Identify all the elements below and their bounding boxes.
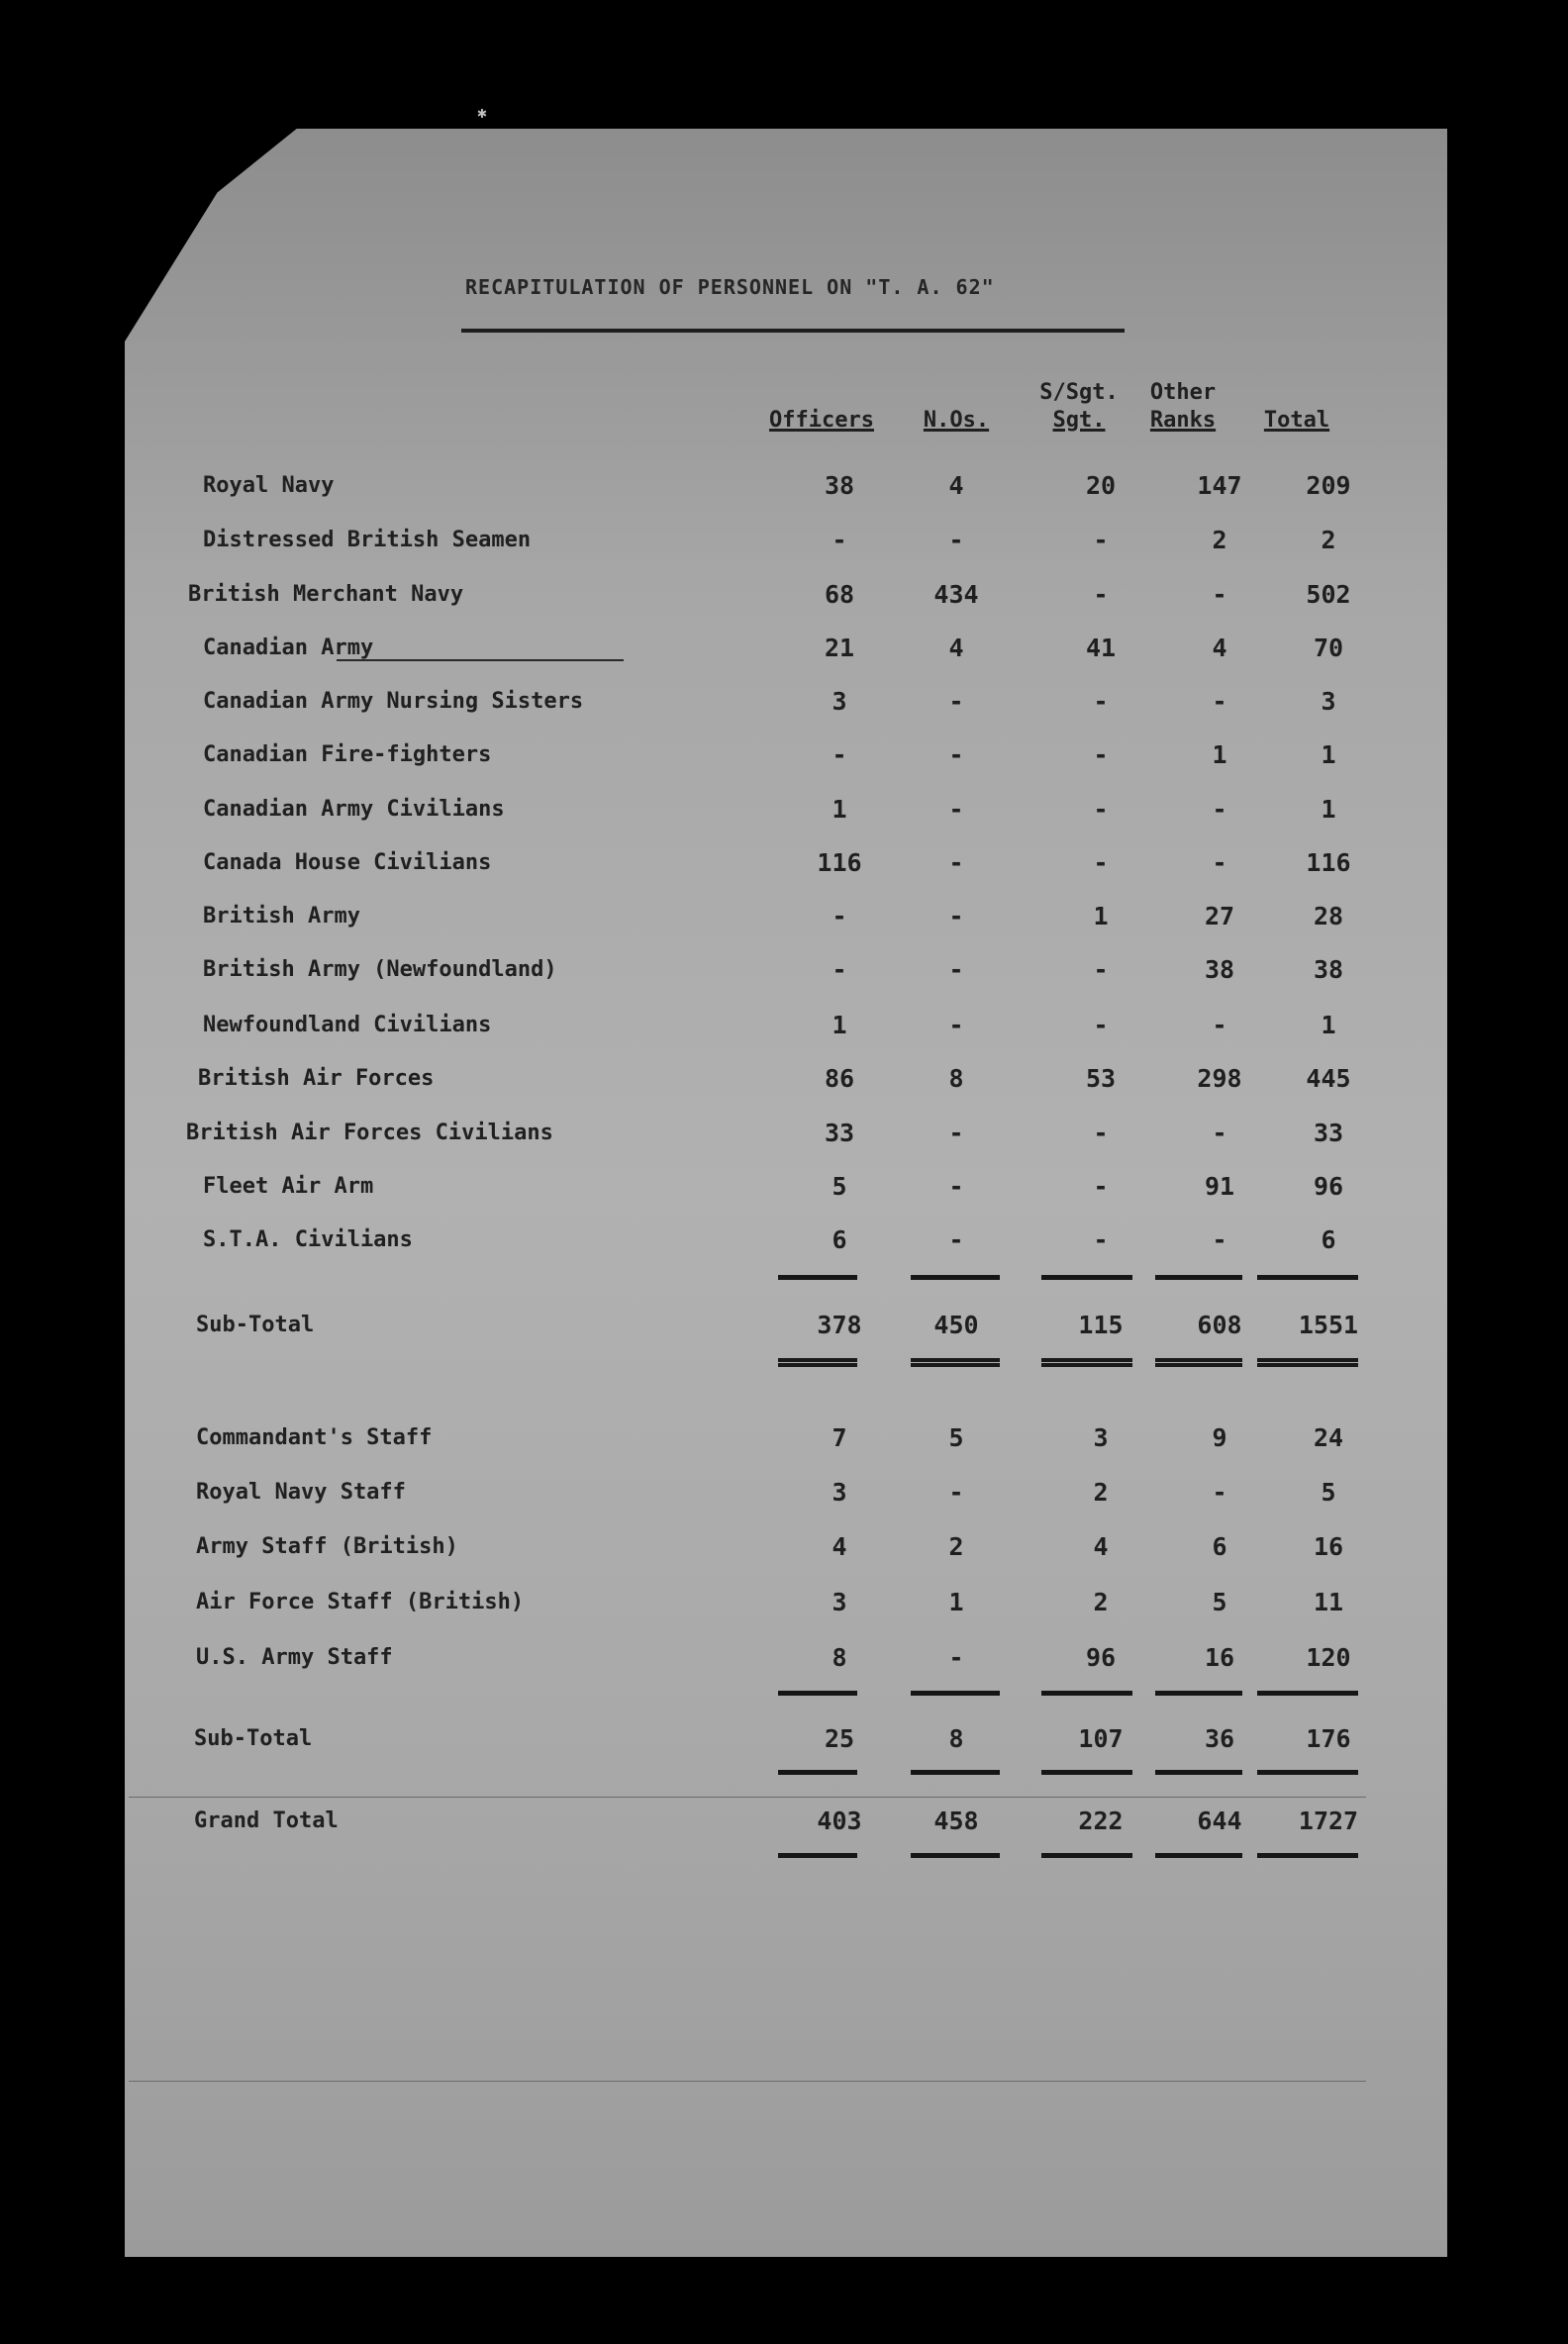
row-s1-3-total: 70 — [1313, 634, 1344, 662]
row-s1-11-total: 445 — [1306, 1064, 1351, 1093]
row-s2-2-officers: 4 — [832, 1532, 847, 1561]
row-s1-6-sgt: - — [1093, 795, 1109, 824]
row-s1-5-sgt: - — [1093, 740, 1109, 769]
row-s1-8-label: British Army — [203, 904, 360, 928]
row-s2-2-label: Army Staff (British) — [196, 1534, 458, 1559]
subtotal1-double-rule-ncos — [911, 1358, 1000, 1367]
row-s2-4-label: U.S. Army Staff — [196, 1645, 393, 1670]
subtotal2-bottom-rule-ncos — [911, 1770, 1000, 1775]
row-s1-4-officers: 3 — [832, 687, 847, 716]
row-s2-1-label: Royal Navy Staff — [196, 1480, 406, 1505]
subtotal2-ncos: 8 — [948, 1724, 964, 1753]
row-s1-14-officers: 6 — [832, 1225, 847, 1254]
row-s1-12-other: - — [1212, 1119, 1227, 1147]
grand-total-rule-total — [1257, 1853, 1358, 1858]
row-s2-0-label: Commandant's Staff — [196, 1425, 433, 1450]
grand-total-rule-officers — [778, 1853, 857, 1858]
subtotal2-rule-officers — [778, 1691, 857, 1696]
subtotal1-officers: 378 — [817, 1311, 862, 1339]
header-sgt-top: S/Sgt. — [1039, 380, 1119, 405]
row-s1-12-label: British Air Forces Civilians — [186, 1121, 553, 1145]
row-s1-14-ncos: - — [948, 1225, 964, 1254]
footer-line — [129, 2081, 1366, 2082]
header-sgt-bottom: Sgt. — [1052, 408, 1106, 433]
grand-total-rule-sgt — [1041, 1853, 1132, 1858]
row-s1-13-label: Fleet Air Arm — [203, 1174, 374, 1199]
row-s1-13-other: 91 — [1204, 1172, 1235, 1201]
subtotal1-ncos: 450 — [933, 1311, 979, 1339]
row-s1-1-label: Distressed British Seamen — [203, 528, 532, 552]
row-s1-4-label: Canadian Army Nursing Sisters — [203, 689, 584, 714]
row-s1-11-sgt: 53 — [1085, 1064, 1117, 1093]
row-s1-2-ncos: 434 — [933, 580, 979, 609]
row-s2-3-other: 5 — [1212, 1588, 1227, 1616]
row-s2-2-ncos: 2 — [948, 1532, 964, 1561]
row-s2-1-other: - — [1212, 1478, 1227, 1507]
row-s1-6-ncos: - — [948, 795, 964, 824]
row-s2-0-officers: 7 — [832, 1423, 847, 1452]
subtotal2-sgt: 107 — [1078, 1724, 1124, 1753]
row-s2-4-ncos: - — [948, 1643, 964, 1672]
row-s1-11-officers: 86 — [824, 1064, 855, 1093]
row-s1-9-label: British Army (Newfoundland) — [203, 957, 557, 982]
row-s1-5-label: Canadian Fire-fighters — [203, 742, 492, 767]
row-s1-6-label: Canadian Army Civilians — [203, 797, 505, 822]
row-s1-2-sgt: - — [1093, 580, 1109, 609]
row-s2-1-total: 5 — [1321, 1478, 1336, 1507]
row-s1-14-total: 6 — [1321, 1225, 1336, 1254]
subtotal1-total: 1551 — [1298, 1311, 1359, 1339]
subtotal2-rule-ncos — [911, 1691, 1000, 1696]
subtotal2-bottom-rule-sgt — [1041, 1770, 1132, 1775]
row-s1-0-other: 147 — [1197, 471, 1242, 500]
row-s1-8-total: 28 — [1313, 902, 1344, 930]
header-other-bottom: Ranks — [1149, 408, 1217, 433]
subtotal1-rule-ncos — [911, 1275, 1000, 1280]
row-s1-7-other: - — [1212, 848, 1227, 877]
grand-total-label: Grand Total — [194, 1808, 339, 1833]
row-s1-4-other: - — [1212, 687, 1227, 716]
row-s1-10-total: 1 — [1321, 1011, 1336, 1039]
row-s2-3-sgt: 2 — [1093, 1588, 1109, 1616]
subtotal2-bottom-rule-total — [1257, 1770, 1358, 1775]
subtotal2-rule-total — [1257, 1691, 1358, 1696]
row-s2-3-ncos: 1 — [948, 1588, 964, 1616]
row-s1-6-officers: 1 — [832, 795, 847, 824]
row-s1-1-other: 2 — [1212, 526, 1227, 554]
row-s2-0-sgt: 3 — [1093, 1423, 1109, 1452]
row-s1-9-sgt: - — [1093, 955, 1109, 984]
row-s1-0-ncos: 4 — [948, 471, 964, 500]
grand-total-other: 644 — [1197, 1807, 1242, 1835]
row-s2-1-sgt: 2 — [1093, 1478, 1109, 1507]
speck-mark: ✱ — [477, 103, 487, 122]
row-s1-5-ncos: - — [948, 740, 964, 769]
row-s1-13-total: 96 — [1313, 1172, 1344, 1201]
row-s2-1-officers: 3 — [832, 1478, 847, 1507]
row-s1-11-label: British Air Forces — [198, 1066, 435, 1091]
row-s1-12-total: 33 — [1313, 1119, 1344, 1147]
subtotal1-sgt: 115 — [1078, 1311, 1124, 1339]
row-s1-5-total: 1 — [1321, 740, 1336, 769]
header-officers: Officers — [769, 408, 874, 433]
row-s2-3-total: 11 — [1313, 1588, 1344, 1616]
subtotal1-rule-sgt — [1041, 1275, 1132, 1280]
row-s1-11-ncos: 8 — [948, 1064, 964, 1093]
row-s1-2-total: 502 — [1306, 580, 1351, 609]
row-s2-0-other: 9 — [1212, 1423, 1227, 1452]
subtotal1-double-rule-total — [1257, 1358, 1358, 1367]
grand-total-rule-ncos — [911, 1853, 1000, 1858]
grand-total-ncos: 458 — [933, 1807, 979, 1835]
subtotal1-double-rule-sgt — [1041, 1358, 1132, 1367]
subtotal2-rule-other — [1155, 1691, 1242, 1696]
header-ncos: N.Os. — [923, 408, 990, 433]
subtotal1-label: Sub-Total — [196, 1313, 315, 1337]
row-s1-6-total: 1 — [1321, 795, 1336, 824]
row-s2-3-label: Air Force Staff (British) — [196, 1590, 525, 1614]
row-s1-5-other: 1 — [1212, 740, 1227, 769]
row-s2-0-total: 24 — [1313, 1423, 1344, 1452]
row-s1-3-label: Canadian Army — [203, 635, 374, 660]
row-s2-3-officers: 3 — [832, 1588, 847, 1616]
header-total: Total — [1263, 408, 1330, 433]
row-s1-7-officers: 116 — [817, 848, 862, 877]
row-s1-5-officers: - — [832, 740, 847, 769]
row-s1-0-officers: 38 — [824, 471, 855, 500]
grand-total-sgt: 222 — [1078, 1807, 1124, 1835]
subtotal1-rule-officers — [778, 1275, 857, 1280]
row-s1-3-ncos: 4 — [948, 634, 964, 662]
row-s1-13-sgt: - — [1093, 1172, 1109, 1201]
subtotal2-other: 36 — [1204, 1724, 1235, 1753]
subtotal1-other: 608 — [1197, 1311, 1242, 1339]
row-s1-1-sgt: - — [1093, 526, 1109, 554]
title-underline — [461, 329, 1125, 333]
row-s1-7-sgt: - — [1093, 848, 1109, 877]
subtotal2-label: Sub-Total — [194, 1726, 313, 1751]
label-underline — [337, 659, 624, 661]
row-s2-4-officers: 8 — [832, 1643, 847, 1672]
row-s1-7-ncos: - — [948, 848, 964, 877]
row-s1-12-officers: 33 — [824, 1119, 855, 1147]
row-s1-10-sgt: - — [1093, 1011, 1109, 1039]
row-s1-3-officers: 21 — [824, 634, 855, 662]
row-s2-2-sgt: 4 — [1093, 1532, 1109, 1561]
row-s1-10-ncos: - — [948, 1011, 964, 1039]
row-s1-8-officers: - — [832, 902, 847, 930]
row-s1-7-total: 116 — [1306, 848, 1351, 877]
subtotal1-rule-total — [1257, 1275, 1358, 1280]
row-s2-0-ncos: 5 — [948, 1423, 964, 1452]
row-s1-14-sgt: - — [1093, 1225, 1109, 1254]
row-s1-0-total: 209 — [1306, 471, 1351, 500]
row-s1-8-other: 27 — [1204, 902, 1235, 930]
row-s2-4-total: 120 — [1306, 1643, 1351, 1672]
subtotal2-rule-sgt — [1041, 1691, 1132, 1696]
row-s2-2-other: 6 — [1212, 1532, 1227, 1561]
row-s1-13-ncos: - — [948, 1172, 964, 1201]
subtotal1-rule-other — [1155, 1275, 1242, 1280]
row-s1-1-ncos: - — [948, 526, 964, 554]
row-s1-7-label: Canada House Civilians — [203, 850, 492, 875]
row-s1-10-other: - — [1212, 1011, 1227, 1039]
row-s1-11-other: 298 — [1197, 1064, 1242, 1093]
row-s1-3-other: 4 — [1212, 634, 1227, 662]
row-s1-14-label: S.T.A. Civilians — [203, 1227, 413, 1252]
subtotal2-bottom-rule-officers — [778, 1770, 857, 1775]
row-s1-6-other: - — [1212, 795, 1227, 824]
row-s1-2-other: - — [1212, 580, 1227, 609]
subtotal1-double-rule-other — [1155, 1358, 1242, 1367]
row-s1-2-officers: 68 — [824, 580, 855, 609]
row-s1-10-label: Newfoundland Civilians — [203, 1013, 492, 1037]
row-s1-9-total: 38 — [1313, 955, 1344, 984]
grand-total-total: 1727 — [1298, 1807, 1359, 1835]
row-s1-4-sgt: - — [1093, 687, 1109, 716]
row-s1-9-officers: - — [832, 955, 847, 984]
row-s1-12-sgt: - — [1093, 1119, 1109, 1147]
subtotal2-total: 176 — [1306, 1724, 1351, 1753]
grand-total-rule-other — [1155, 1853, 1242, 1858]
row-s1-12-ncos: - — [948, 1119, 964, 1147]
grand-total-officers: 403 — [817, 1807, 862, 1835]
subtotal2-bottom-rule-other — [1155, 1770, 1242, 1775]
row-s2-1-ncos: - — [948, 1478, 964, 1507]
row-s1-0-label: Royal Navy — [203, 473, 335, 498]
row-s1-8-sgt: 1 — [1093, 902, 1109, 930]
row-s1-13-officers: 5 — [832, 1172, 847, 1201]
row-s1-4-ncos: - — [948, 687, 964, 716]
row-s1-1-total: 2 — [1321, 526, 1336, 554]
row-s1-14-other: - — [1212, 1225, 1227, 1254]
separator-line — [129, 1797, 1366, 1798]
row-s1-4-total: 3 — [1321, 687, 1336, 716]
row-s1-0-sgt: 20 — [1085, 471, 1117, 500]
document-title: RECAPITULATION OF PERSONNEL ON "T. A. 62" — [465, 275, 995, 299]
row-s1-1-officers: - — [832, 526, 847, 554]
row-s1-9-other: 38 — [1204, 955, 1235, 984]
row-s1-9-ncos: - — [948, 955, 964, 984]
subtotal1-double-rule-officers — [778, 1358, 857, 1367]
row-s1-8-ncos: - — [948, 902, 964, 930]
row-s1-10-officers: 1 — [832, 1011, 847, 1039]
row-s2-2-total: 16 — [1313, 1532, 1344, 1561]
subtotal2-officers: 25 — [824, 1724, 855, 1753]
row-s1-2-label: British Merchant Navy — [188, 582, 464, 607]
header-other-top: Other — [1149, 380, 1217, 405]
row-s1-3-sgt: 41 — [1085, 634, 1117, 662]
row-s2-4-other: 16 — [1204, 1643, 1235, 1672]
row-s2-4-sgt: 96 — [1085, 1643, 1117, 1672]
